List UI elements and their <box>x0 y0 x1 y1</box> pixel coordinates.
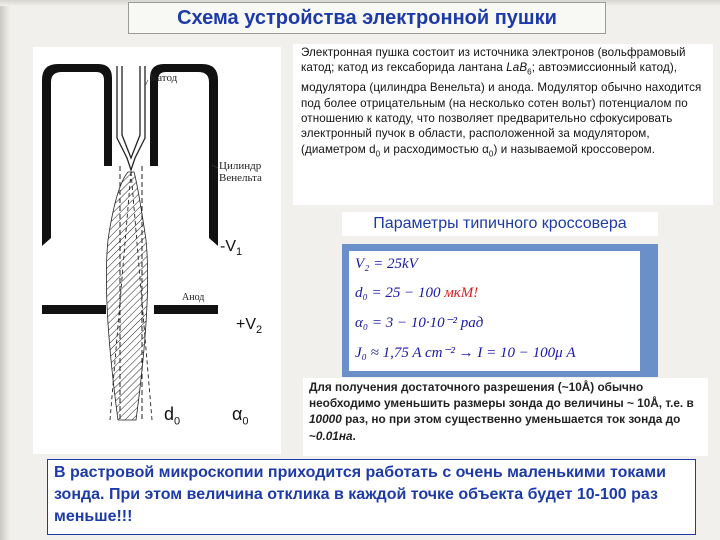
params-title: Параметры типичного кроссовера <box>342 212 658 236</box>
anode-plate-left <box>42 305 106 314</box>
voltage-plus-v2: $+V_2$ <box>236 316 263 337</box>
formula-line-current: J₀ ≈ 1,75 A cm⁻² → I = 10 − 100μ A <box>355 345 576 361</box>
formula-line-diameter: d₀ = 25 − 100 мкМ! <box>355 285 479 301</box>
crossover-divergence-label: $\alpha_0$ <box>232 404 249 428</box>
voltage-minus-v1: $-V_1$ <box>220 238 243 259</box>
formula-line-voltage: V₂ = 25kV <box>355 256 418 272</box>
wehnelt-label-line1: Цилиндр <box>219 160 262 172</box>
resolution-note: Для получения достаточного разрешения (~10Å) обычно необходимо уменьшить размеры зонда до величины ~ 10Å, т.е. в 10000 раз, но при этом существенно уменьшается ток зонда до ~0.01на. <box>303 378 708 456</box>
anode-plate-right <box>154 305 218 314</box>
wehnelt-label-line2: Венельта <box>219 172 262 184</box>
formula-line-divergence: α₀ = 3 − 10·10⁻² рад <box>355 315 484 331</box>
description-text-box: Электронная пушка состоит из источника электронов (вольфрамовый катод; катод из гексаборида лантана LaB$_6$; автоэмиссионный катод), модулятора (цилиндра Венельта) и анода. Модулятор обычно находится под более отрицательным (на несколько сотен вольт) потенциалом по отношению к катоду, что позволяет предварительно сфокусировать электронный пучок в области, расположенной за модулятором, (диаметром $d_0$ и расходимостью $\alpha_0$) и называемой кроссовером. <box>293 44 713 205</box>
crossover-diameter-label: $d_0$ <box>164 404 181 428</box>
formula-content <box>349 251 640 371</box>
formula-panel <box>342 244 658 377</box>
conclusion-box: В растровой микроскопии приходится работать с очень маленькими токами зонда. При этом величина отклика в каждой точке объекта будет 10-100 раз меньше!!! <box>47 459 696 535</box>
anode-label: Анод <box>182 292 205 303</box>
cathode-label: Катод <box>150 72 178 84</box>
slide-title: Схема устройства электронной пушки <box>177 6 557 29</box>
electron-gun-diagram <box>0 0 300 460</box>
